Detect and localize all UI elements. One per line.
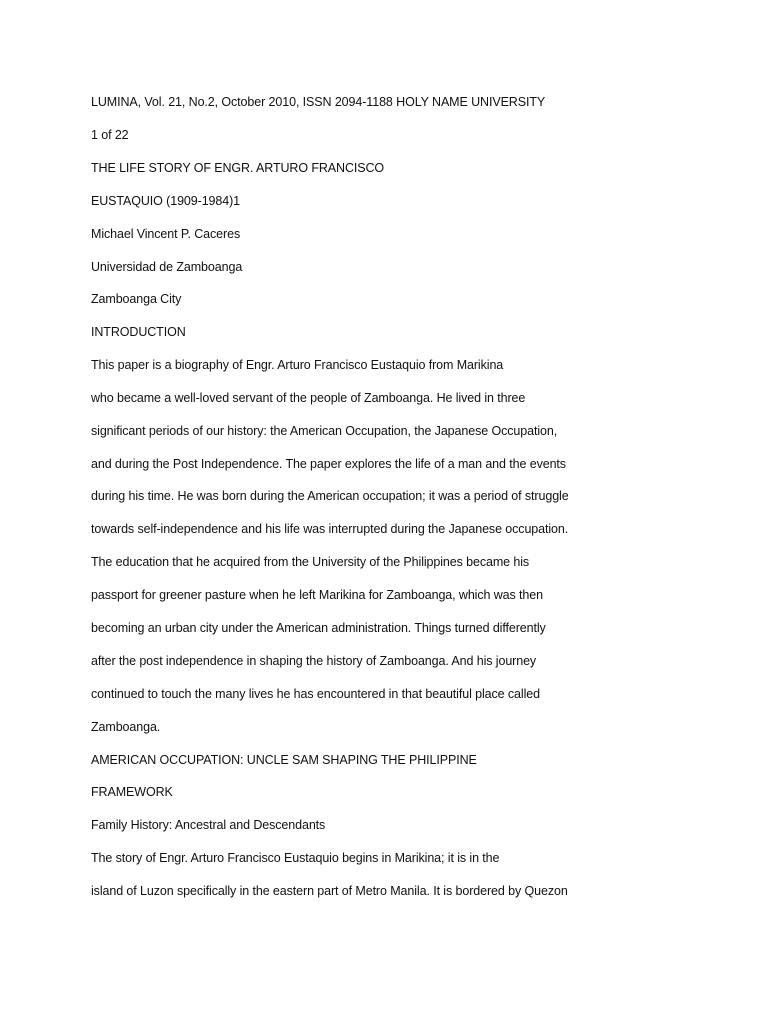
section-heading-introduction: INTRODUCTION [91,325,186,339]
author-city: Zamboanga City [91,292,182,306]
article-title-line-2: EUSTAQUIO (1909-1984)1 [91,194,241,208]
subsection-heading-family-history: Family History: Ancestral and Descendants [91,818,326,832]
journal-header: LUMINA, Vol. 21, No.2, October 2010, ISSN 2094-1188 HOLY NAME UNIVERSITY [91,95,546,109]
paragraph-line: who became a well-loved servant of the people of Zamboanga. He lived in three [91,391,526,405]
paragraph-line: after the post independence in shaping the history of Zamboanga. And his journey [91,654,537,668]
paragraph-line: The education that he acquired from the University of the Philippines became his [91,555,530,569]
paragraph-line: The story of Engr. Arturo Francisco Eustaquio begins in Marikina; it is in the [91,851,500,865]
author-affiliation: Universidad de Zamboanga [91,260,243,274]
paragraph-line: becoming an urban city under the American administration. Things turned differently [91,621,546,635]
article-title-line-1: THE LIFE STORY OF ENGR. ARTURO FRANCISCO [91,161,385,175]
paragraph-line: towards self-independence and his life was interrupted during the Japanese occupation. [91,522,569,536]
author-name: Michael Vincent P. Caceres [91,227,241,241]
paragraph-line: This paper is a biography of Engr. Arturo Francisco Eustaquio from Marikina [91,358,504,372]
paragraph-line: significant periods of our history: the American Occupation, the Japanese Occupation, [91,424,558,438]
paragraph-line: island of Luzon specifically in the eastern part of Metro Manila. It is bordered by Quezon [91,884,568,898]
paragraph-line: and during the Post Independence. The paper explores the life of a man and the events [91,457,566,471]
paragraph-line: during his time. He was born during the American occupation; it was a period of struggle [91,489,569,503]
page-number: 1 of 22 [91,128,129,142]
paragraph-line: passport for greener pasture when he left Marikina for Zamboanga, which was then [91,588,543,602]
paragraph-line: continued to touch the many lives he has encountered in that beautiful place called [91,687,540,701]
paragraph-line: Zamboanga. [91,720,161,734]
section-heading-framework: FRAMEWORK [91,785,173,799]
section-heading-american-occupation: AMERICAN OCCUPATION: UNCLE SAM SHAPING THE PHILIPPINE [91,753,477,767]
